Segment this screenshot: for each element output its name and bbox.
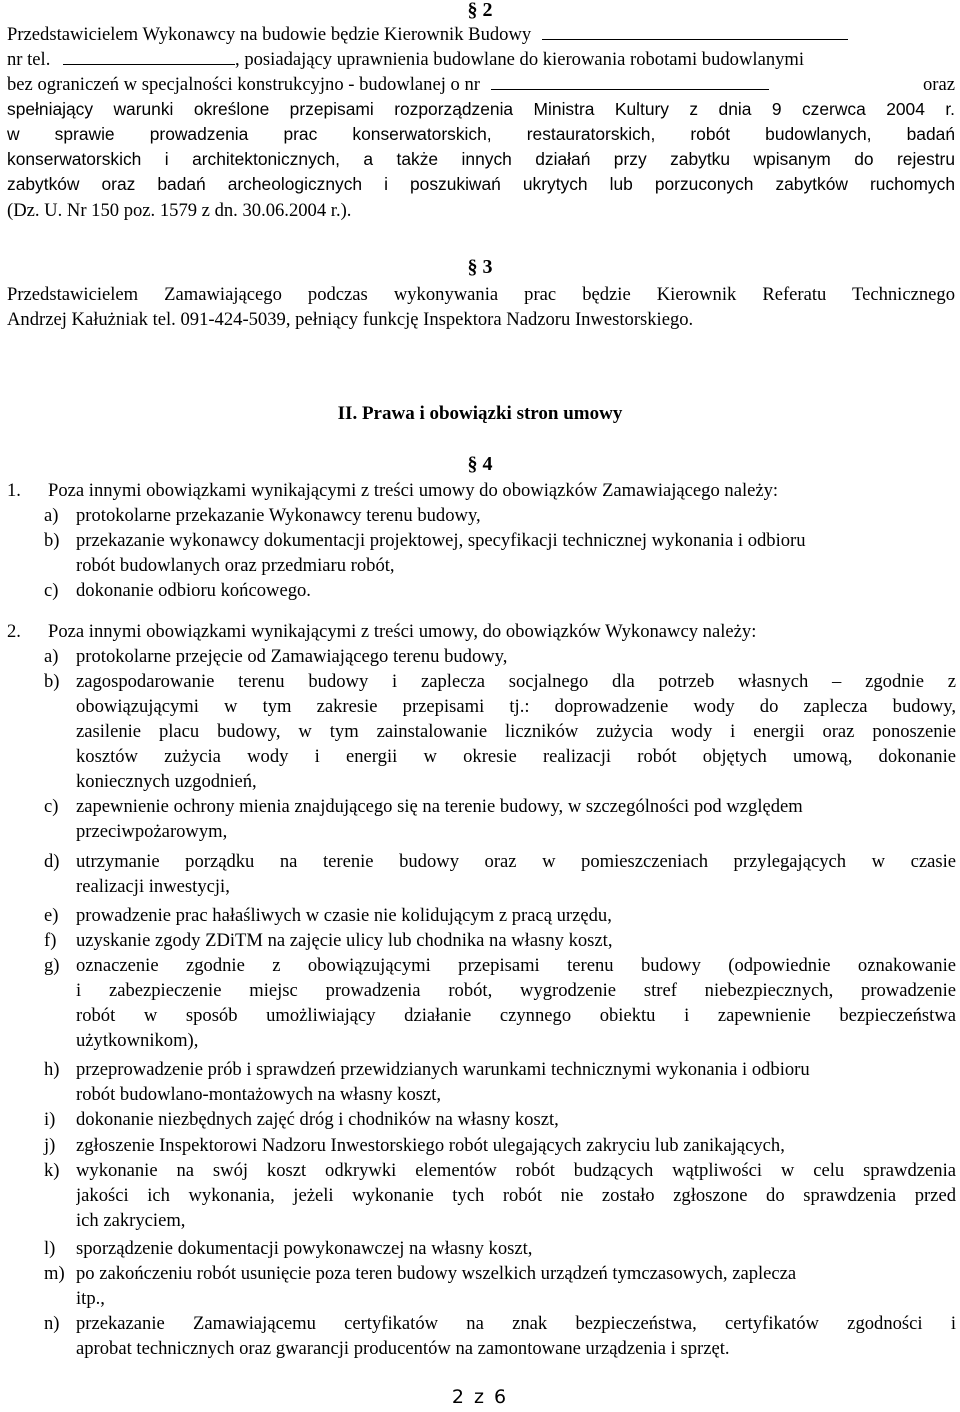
p1-b-label: b) bbox=[44, 530, 60, 551]
p2-c-text-1: zapewnienie ochrony mienia znajdującego się na terenie budowy, w szczególności pod względem bbox=[76, 796, 803, 817]
p2-n-text-1: przekazanie Zamawiającemu certyfikatów na znak bezpieczeństwa, certyfikatów zgodności i bbox=[76, 1313, 956, 1334]
p1-a-label: a) bbox=[44, 505, 59, 526]
p2-h-label: h) bbox=[44, 1059, 60, 1080]
blank-license-number bbox=[491, 73, 769, 90]
s3-line-1: Przedstawicielem Zamawiającego podczas wykonywania prac będzie Kierownik Referatu Technicznego bbox=[7, 284, 955, 305]
p2-b-text-5: koniecznych uzgodnień, bbox=[76, 771, 257, 792]
p2-d-text-1: utrzymanie porządku na terenie budowy oraz w pomieszczeniach przylegających w czasie bbox=[76, 851, 956, 872]
p2-f-text: uzyskanie zgody ZDiTM na zajęcie ulicy lub chodnika na własny koszt, bbox=[76, 930, 613, 951]
p2-d-label: d) bbox=[44, 851, 60, 872]
p2-i-label: i) bbox=[44, 1109, 56, 1130]
page-number: 2 z 6 bbox=[451, 1386, 509, 1408]
s2-line-1-text: Przedstawicielem Wykonawcy na budowie będzie Kierownik Budowy bbox=[7, 24, 532, 45]
p2-h-text-2: robót budowlano-montażowych na własny koszt, bbox=[76, 1084, 442, 1105]
section-title: II. Prawa i obowiązki stron umowy bbox=[337, 403, 623, 424]
s2-line-2 bbox=[7, 47, 955, 72]
p2-m-label: m) bbox=[44, 1263, 65, 1284]
p2-g-text-3: robót w sposób umożliwiający działanie czynnego obiektu i zapewnienie bezpieczeństwa bbox=[76, 1005, 956, 1026]
p1-c-label: c) bbox=[44, 580, 59, 601]
p1-c-text: dokonanie odbioru końcowego. bbox=[76, 580, 311, 601]
p2-b-text-4: kosztów zużycia wody i energii w okresie realizacji robót objętych umową, dokonanie bbox=[76, 746, 956, 767]
p2-e-text: prowadzenie prac hałaśliwych w czasie nie kolidującym z pracą urzędu, bbox=[76, 905, 612, 926]
p2-k-text-2: jakości ich wykonania, jeżeli wykonanie tych robót nie zostało zgłoszone do sprawdzenia przed bbox=[76, 1185, 956, 1206]
p2-n-label: n) bbox=[44, 1313, 60, 1334]
p2-j-text: zgłoszenie Inspektorowi Nadzoru Inwestorskiego robót ulegających zakryciu lub zanikających, bbox=[76, 1135, 785, 1156]
p2-l-label: l) bbox=[44, 1238, 56, 1259]
blank-phone bbox=[63, 48, 235, 65]
blank-manager-name bbox=[542, 23, 848, 40]
p2-e-label: e) bbox=[44, 905, 59, 926]
s2-line-8: (Dz. U. Nr 150 poz. 1579 z dn. 30.06.2004 r.). bbox=[7, 200, 352, 221]
s2-line-2-a: nr tel. bbox=[7, 49, 51, 70]
p1-b-text-2: robót budowlanych oraz przedmiaru robót, bbox=[76, 555, 395, 576]
s2-line-2-b: , posiadający uprawnienia budowlane do kierowania robotami budowlanymi bbox=[235, 49, 805, 70]
p1-a-text: protokolarne przekazanie Wykonawcy terenu budowy, bbox=[76, 505, 481, 526]
p2-c-text-2: przeciwpożarowym, bbox=[76, 821, 228, 842]
paragraph-2-heading: § 2 bbox=[467, 0, 493, 21]
s2-line-7: zabytków oraz badań archeologicznych i poszukiwań ukrytych lub porzuconych zabytków ruchomych bbox=[7, 174, 955, 194]
p2-b-label: b) bbox=[44, 671, 60, 692]
p2-a-label: a) bbox=[44, 646, 59, 667]
p2-d-text-2: realizacji inwestycji, bbox=[76, 876, 230, 897]
p2-n-text-2: aprobat technicznych oraz gwarancji producentów na zamontowane urządzenia i sprzęt. bbox=[76, 1338, 730, 1359]
point-1-number: 1. bbox=[7, 480, 21, 501]
p2-m-text-2: itp., bbox=[76, 1288, 105, 1309]
p2-f-label: f) bbox=[44, 930, 57, 951]
s2-line-3-b: oraz bbox=[923, 74, 955, 95]
p2-b-text-1: zagospodarowanie terenu budowy i zaplecza socjalnego dla potrzeb własnych – zgodnie z bbox=[76, 671, 956, 692]
p2-g-text-4: użytkownikom), bbox=[76, 1030, 199, 1051]
p2-k-label: k) bbox=[44, 1160, 60, 1181]
p2-h-text-1: przeprowadzenie prób i sprawdzeń przewidzianych warunkami technicznymi wykonania i odbioru bbox=[76, 1059, 810, 1080]
p2-a-text: protokolarne przejęcie od Zamawiającego terenu budowy, bbox=[76, 646, 508, 667]
p2-i-text: dokonanie niezbędnych zajęć dróg i chodników na własny koszt, bbox=[76, 1109, 559, 1130]
p1-b-text-1: przekazanie wykonawcy dokumentacji projektowej, specyfikacji technicznej wykonania i odbioru bbox=[76, 530, 806, 551]
s2-line-3 bbox=[7, 72, 955, 97]
p2-m-text-1: po zakończeniu robót usunięcie poza teren budowy wszelkich urządzeń tymczasowych, zaplecza bbox=[76, 1263, 797, 1284]
p2-g-text-1: oznaczenie zgodnie z obowiązującymi przepisami terenu budowy (odpowiednie oznakowanie bbox=[76, 955, 956, 976]
point-2-number: 2. bbox=[7, 621, 21, 642]
paragraph-3-heading: § 3 bbox=[467, 256, 493, 278]
p2-j-label: j) bbox=[44, 1135, 56, 1156]
point-2-intro: Poza innymi obowiązkami wynikającymi z treści umowy, do obowiązków Wykonawcy należy: bbox=[48, 621, 757, 642]
p2-b-text-2: obowiązującymi w tym zakresie przepisami tj.: doprowadzenie wody do zaplecza budowy, bbox=[76, 696, 956, 717]
s2-line-3-a: bez ograniczeń w specjalności konstrukcyjno - budowlanej o nr bbox=[7, 74, 480, 95]
p2-c-label: c) bbox=[44, 796, 59, 817]
s2-line-4: spełniający warunki określone przepisami rozporządzenia Ministra Kultury z dnia 9 czerwca 2004 r. bbox=[7, 99, 955, 119]
p2-k-text-3: ich zakryciem, bbox=[76, 1210, 186, 1231]
s3-line-2: Andrzej Kałużniak tel. 091-424-5039, pełniący funkcję Inspektora Nadzoru Inwestorskiego. bbox=[7, 309, 694, 330]
s2-line-6: konserwatorskich i architektonicznych, a także innych działań przy zabytku wpisanym do rejestru bbox=[7, 149, 955, 169]
point-1-intro: Poza innymi obowiązkami wynikającymi z treści umowy do obowiązków Zamawiającego należy: bbox=[48, 480, 779, 501]
p2-k-text-1: wykonanie na swój koszt odkrywki elementów robót budzących wątpliwości w celu sprawdzenia bbox=[76, 1160, 956, 1181]
p2-g-text-2: i zabezpieczenie miejsc prowadzenia robót, wygrodzenie stref niebezpiecznych, prowadzenie bbox=[76, 980, 956, 1001]
s2-line-5: w sprawie prowadzenia prac konserwatorskich, restauratorskich, robót budowlanych, badań bbox=[7, 124, 955, 144]
p2-b-text-3: zasilenie placu budowy, w tym zainstalowanie liczników zużycia wody i energii oraz ponoszenie bbox=[76, 721, 956, 742]
s2-line-1 bbox=[7, 22, 955, 47]
paragraph-4-heading: § 4 bbox=[467, 453, 493, 475]
p2-l-text: sporządzenie dokumentacji powykonawczej na własny koszt, bbox=[76, 1238, 533, 1259]
p2-g-label: g) bbox=[44, 955, 60, 976]
